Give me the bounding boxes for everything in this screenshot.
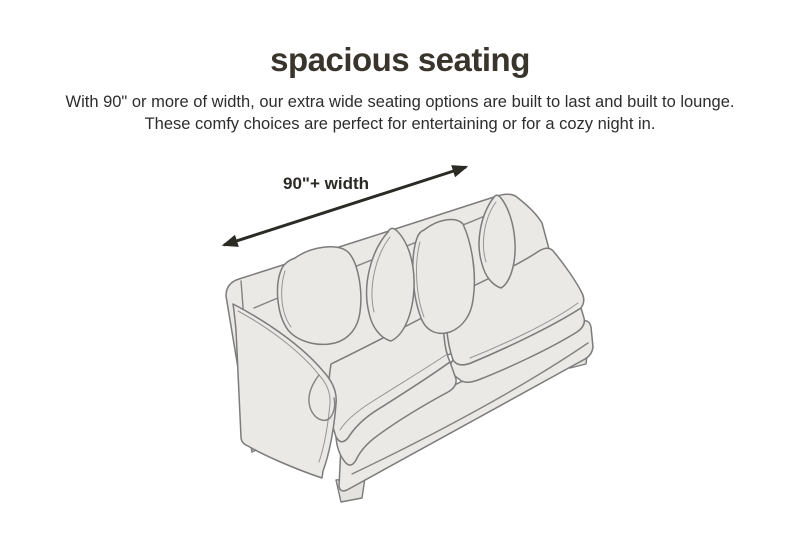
intro-text-line-1: With 90" or more of width, our extra wide seating options are built to last and built to lounge. [65, 93, 735, 111]
page-title: spacious seating [270, 41, 530, 78]
throw-pillow-left-large [277, 247, 360, 345]
throw-pillow-right-large [413, 219, 475, 333]
intro-text-line-2: These comfy choices are perfect for entertaining or for a cozy night in. [144, 115, 656, 133]
sofa-illustration [226, 194, 593, 502]
width-arrow-label: 90"+ width [283, 174, 369, 193]
